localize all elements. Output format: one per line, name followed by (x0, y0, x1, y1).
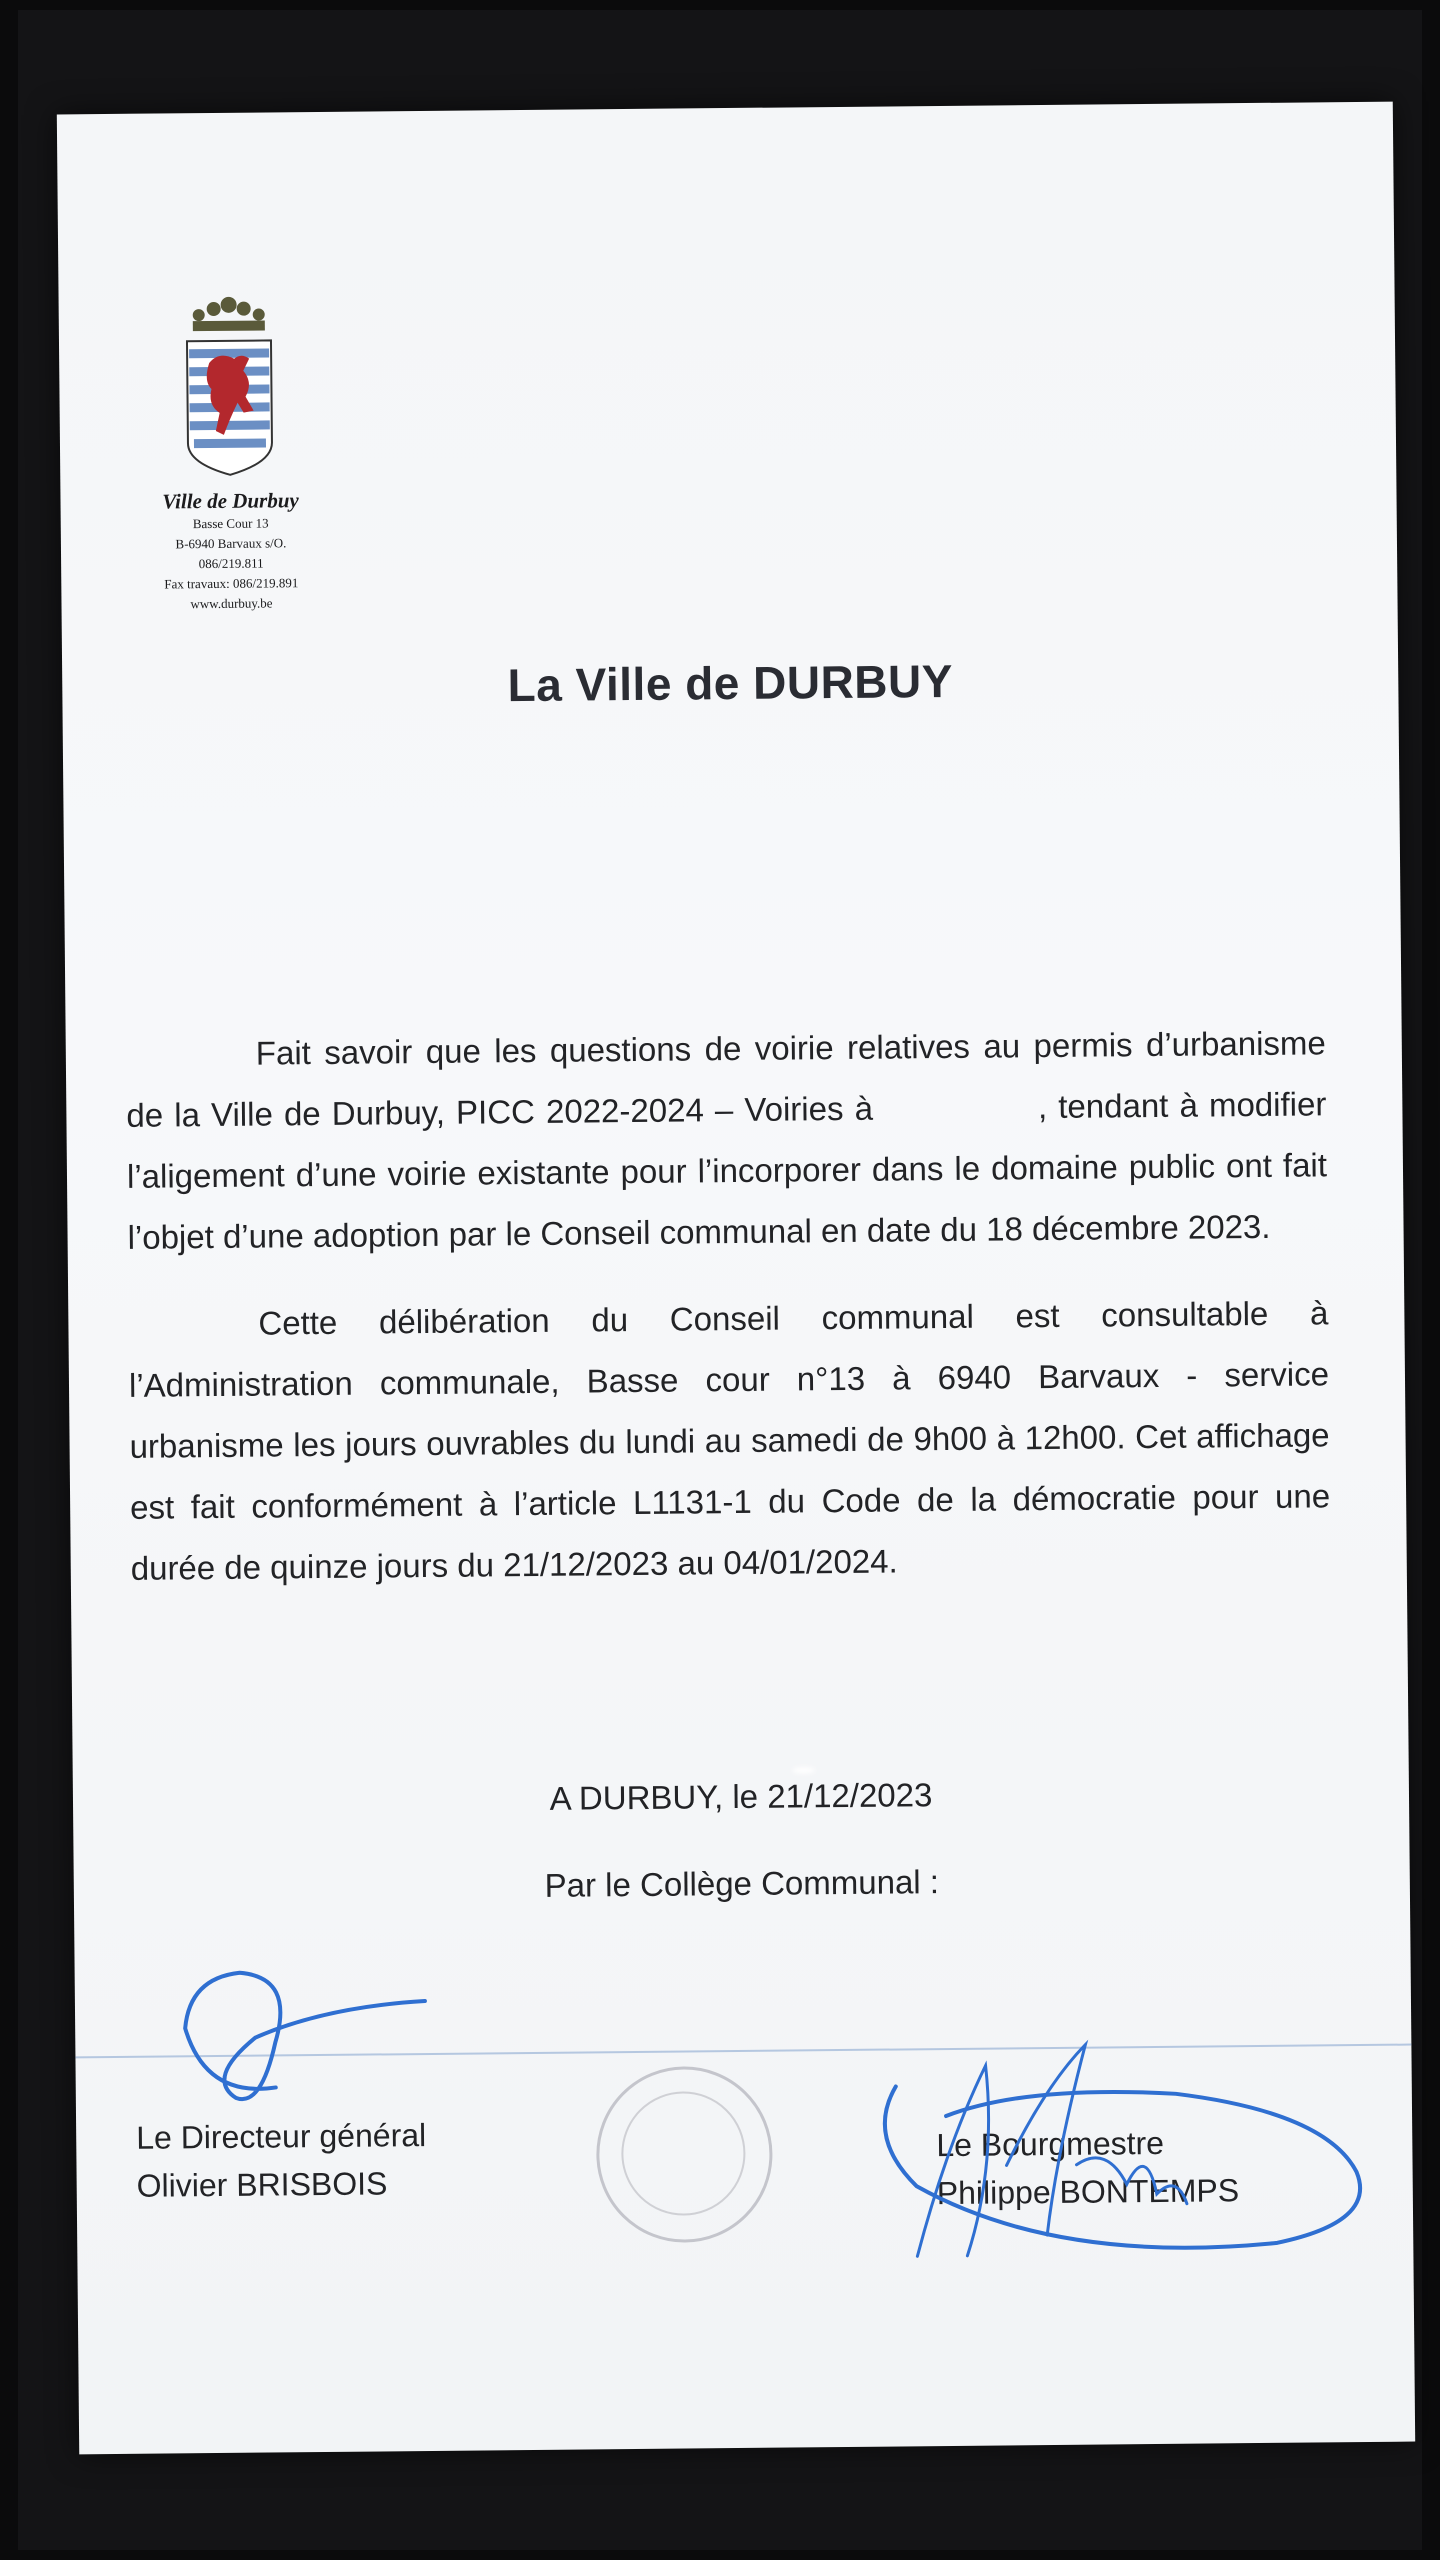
signatory-left-role: Le Directeur général (136, 2117, 427, 2156)
notice-title: La Ville de DURBUY (507, 654, 954, 712)
signatory-left (136, 2111, 427, 2210)
signature-left (164, 1946, 436, 2129)
letterhead-name: Ville de Durbuy (162, 488, 299, 514)
paragraph-adoption-part1: Fait savoir que les questions de voirie relatives au permis d’urbanisme de la Ville de Durbuy, PICC 2022-2024 – Voiries à (126, 1024, 1326, 1134)
city-crest-icon (179, 292, 281, 483)
signatory-right-role: Le Bourgmestre (936, 2124, 1165, 2164)
letterhead-address: Basse Cour 13 (192, 515, 269, 532)
letterhead-phone: 086/219.811 (198, 555, 264, 572)
screen-glare (793, 1767, 815, 1773)
signatory-right-name: Philippe BONTEMPS (936, 2172, 1240, 2212)
signatory-left-name: Olivier BRISBOIS (136, 2165, 388, 2204)
letterhead-fax: Fax travaux: 086/219.891 (164, 575, 299, 592)
letterhead-website: www.durbuy.be (190, 595, 273, 612)
signature-right (855, 2022, 1378, 2317)
municipal-seal (596, 2066, 774, 2244)
paragraph-adoption-part2: , tendant à modifier l’aligement d’une voirie existante pour l’incorporer dans le domaine public ont fait l’objet d’une adoption par le Conseil communal en date du 18 décembre 2023. (126, 1085, 1328, 1256)
college-line: Par le Collège Communal : (544, 1863, 940, 1904)
notice-body (126, 1012, 1332, 1624)
place-date: A DURBUY, le 21/12/2023 (549, 1776, 933, 1817)
notice-sheet (57, 102, 1415, 2455)
redacted-blank (873, 1118, 1038, 1120)
paragraph-adoption (126, 1012, 1328, 1268)
paragraph-consultation: Cette délibération du Conseil communal est consultable à l’Administration communale, Basse cour n°13 à 6940 Barvaux - service urbanisme les jours ouvrables du lundi au samedi de 9h00 à 12h00. Cet affichage est fait conformément à l’article L1131-1 du Code de la démocratie pour une durée de quinze jours du 21/12/2023 au 04/01/2024. (128, 1294, 1331, 1587)
letterhead-postal: B-6940 Barvaux s/O. (175, 535, 287, 552)
letterhead (129, 292, 332, 615)
